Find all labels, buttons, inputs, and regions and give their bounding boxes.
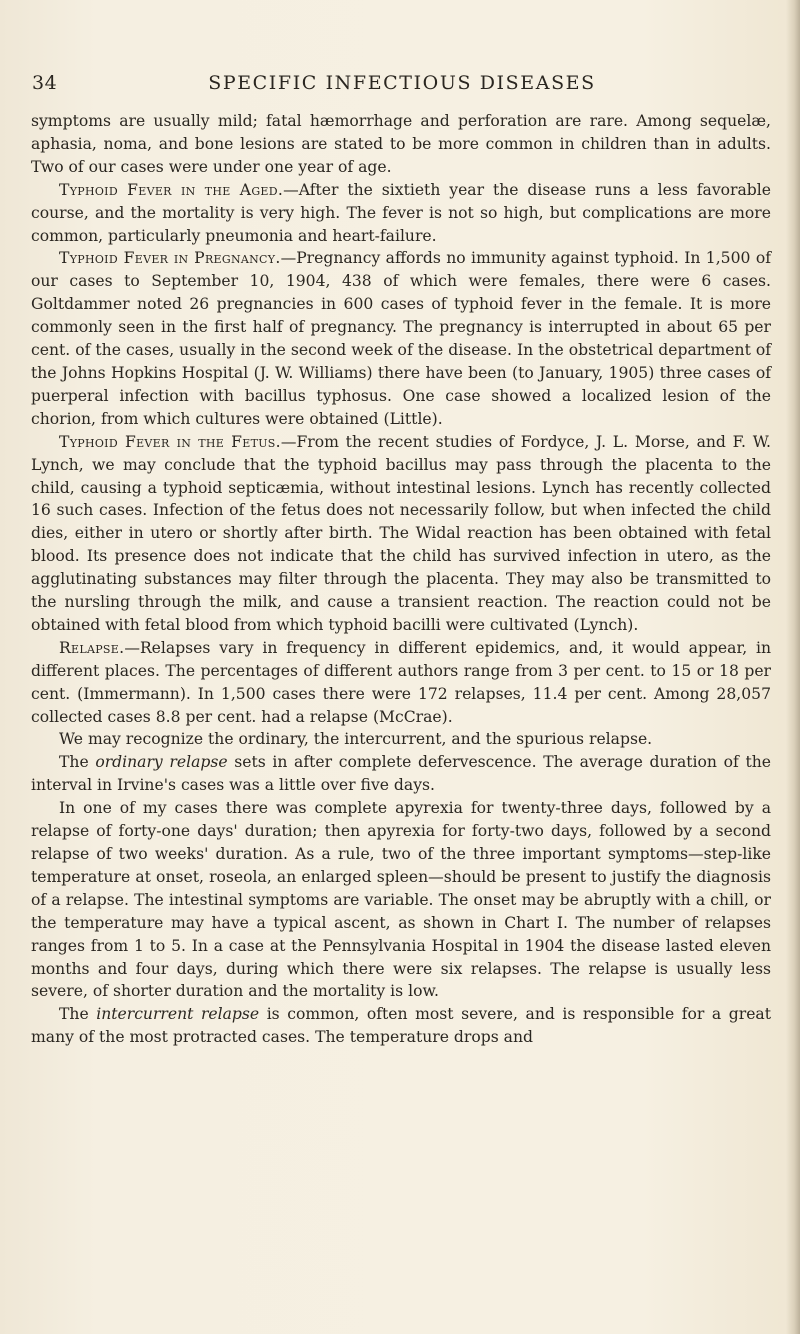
paragraph-text: We may recognize the ordinary, the intercurrent, and the spurious relapse. xyxy=(59,730,653,749)
paragraph xyxy=(31,179,771,248)
paragraph xyxy=(31,751,771,797)
paragraph-lead: The xyxy=(59,753,96,772)
page-header xyxy=(32,72,772,102)
paragraph xyxy=(31,110,771,179)
paragraph xyxy=(31,797,771,1003)
section-heading: Typhoid Fever in the Aged. xyxy=(59,180,284,199)
body-text xyxy=(31,110,771,1049)
italic-term: ordinary relapse xyxy=(95,753,228,772)
paragraph-text: sets in after complete defervescence. The average duration of the interval in Irvine's cases was a little over five days. xyxy=(31,753,771,795)
paragraph-lead: The xyxy=(59,1005,97,1024)
paragraph-text: —From the recent studies of Fordyce, J. L. Morse, and F. W. Lynch, we may conclude that the typhoid bacillus may pass through the placenta to the child, causing a typhoid septicæmia, without intestinal lesions. Lynch has recently collected 16 such cases. Infection of the fetus does not necessarily follow, but when infected the child dies, either in utero or shortly after birth. The Widal reaction has been obtained with fetal blood. Its presence does not indicate that the child has survived infection in utero, as the agglutinating substances may filter through the placenta. They may also be transmitted to the nursling through the milk, and cause a transient reaction. The reaction could not be obtained with fetal blood from which typhoid bacilli were cultivated (Lynch). xyxy=(31,432,771,634)
section-heading: Typhoid Fever in the Fetus. xyxy=(59,432,281,451)
paragraph-text: In one of my cases there was complete apyrexia for twenty-three days, followed by a relapse of forty-one days' duration; then apyrexia for forty-two days, followed by a second relapse of two weeks' duration. As a rule, two of the three important symptoms—step-like temperature at onset, roseola, an enlarged spleen—should be present to justify the diagnosis of a relapse. The intestinal symptoms are variable. The onset may be abruptly with a chill, or the temperature may have a typical ascent, as shown in Chart I. The number of relapses ranges from 1 to 5. In a case at the Pennsylvania Hospital in 1904 the disease lasted eleven months and four days, during which there were six relapses. The relapse is usually less severe, of shorter duration and the mortality is low. xyxy=(31,799,771,1001)
paragraph-text: —Pregnancy affords no immunity against typhoid. In 1,500 of our cases to September 10, 1904, 438 of which were females, there were 6 cases. Goltdammer noted 26 pregnancies in 600 cases of typhoid fever in the female. It is more commonly seen in the first half of pregnancy. The pregnancy is interrupted in about 65 per cent. of the cases, usually in the second week of the disease. In the obstetrical department of the Johns Hopkins Hospital (J. W. Williams) there have been (to January, 1905) three cases of puerperal infection with bacillus typhosus. One case showed a localized lesion of the chorion, from which cultures were obtained (Little). xyxy=(31,249,771,428)
section-heading: Typhoid Fever in Pregnancy. xyxy=(59,249,281,268)
page-edge-shadow xyxy=(786,0,800,1334)
paragraph xyxy=(31,637,771,729)
page-number: 34 xyxy=(32,72,58,94)
paragraph-text: —After the sixtieth year the disease runs a less favorable course, and the mortality is very high. The fever is not so high, but complications are more common, particularly pneumonia and heart-failure. xyxy=(31,180,771,245)
section-heading: Relapse. xyxy=(59,638,125,657)
paragraph-text: —Relapses vary in frequency in different epidemics, and, it would appear, in different places. The percentages of different authors range from 3 per cent. to 15 or 18 per cent. (Immermann). In 1,500 cases there were 172 relapses, 11.4 per cent. Among 28,057 collected cases 8.8 per cent. had a relapse (McCrae). xyxy=(31,638,771,726)
paragraph-text: symptoms are usually mild; fatal hæmorrhage and perforation are rare. Among sequelæ, aphasia, noma, and bone lesions are stated to be more common in children than in adults. Two of our cases were under one year of age. xyxy=(31,112,771,176)
paragraph-text: is common, often most severe, and is responsible for a great many of the most protracted cases. The temperature drops and xyxy=(31,1005,771,1047)
running-title: SPECIFIC INFECTIOUS DISEASES xyxy=(208,72,596,94)
italic-term: intercurrent relapse xyxy=(96,1005,260,1024)
paragraph xyxy=(31,1003,771,1049)
paragraph xyxy=(31,431,771,637)
paragraph xyxy=(31,728,771,751)
paragraph xyxy=(31,247,771,430)
